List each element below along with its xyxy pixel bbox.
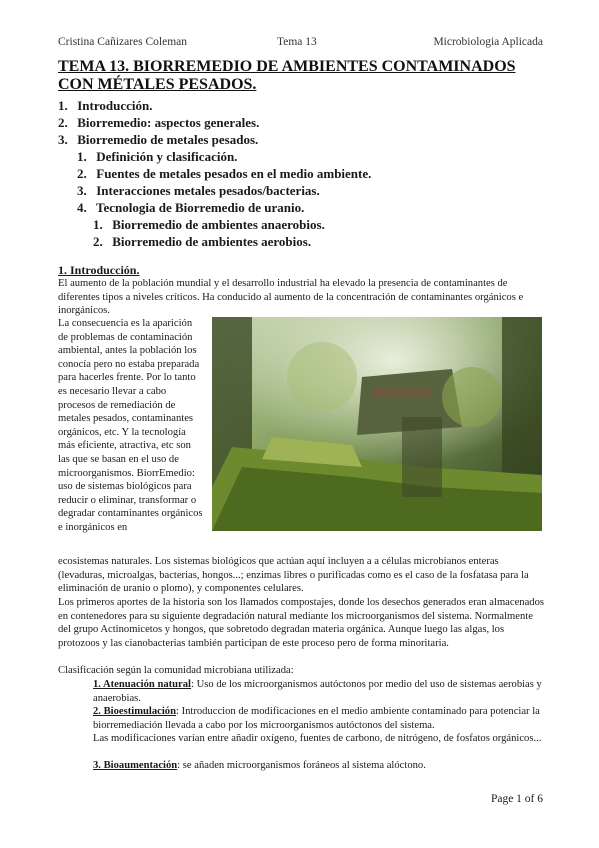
section-heading: 1. Introducción.: [58, 263, 140, 277]
mossy-ruins-photo: [212, 317, 542, 531]
toc-item: 1. Definición y clasificación.: [77, 149, 238, 164]
toc-level-3: [93, 216, 325, 250]
intro-paragraph: El aumento de la población mundial y el desarrollo industrial ha elevado la presencia de contaminantes de diferentes tipos a niveles críticos. Ha conducido al aumento de la concentración de contaminantes orgánicos e inorgánicos.: [58, 278, 524, 317]
toc-item: 2. Fuentes de metales pesados en el medio ambiente.: [77, 166, 372, 181]
toc-item: 1. Introducción.: [58, 98, 153, 113]
wrapped-paragraph: La consecuencia es la aparición de problemas de contaminación ambiental, antes la población los conocía pero no estaba preparada para hacerles frente. Por lo tanto es necesario llevar a cabo procesos de remediación de metales pesados, contaminantes orgánicos, etc. Y la tecnología más eficiente, atractiva, etc son las que se basan en el uso de microorganismos. BiorrEmedio: uso de sistemas biológicos para reducir o eliminar, transformar o degradar contaminantes orgánicos e inorgánicos en: [58, 318, 203, 533]
header-author: Cristina Cañizares Coleman: [58, 36, 188, 48]
toc-item: 2. Biorremedio de ambientes aerobios.: [93, 234, 312, 249]
continuation-paragraph: ecosistemas naturales. Los sistemas biológicos que actúan aquí incluyen a a células microbianos enteras (levaduras, microalgas, bacterias, hongos...; enzimas libres o purificadas como es el caso de la fosfatasa para la eliminación de uranio o plomo), y componentes celulares.: [58, 556, 529, 595]
toc-item: 3. Biorremedio de metales pesados.: [58, 132, 259, 147]
classification-item: 2. Bioestimulación: Introduccion de modificaciones en el medio ambiente contaminado para potenciar la biorremediación llevada a cabo por los microorganismos autóctonos del sistema.: [93, 706, 540, 731]
toc-level-1: [58, 97, 259, 148]
toc-item: 4. Tecnologia de Biorremedio de uranio.: [77, 200, 305, 215]
page-number: Page 1 of 6: [490, 793, 543, 805]
header-topic: Tema 13: [277, 36, 317, 48]
classification-item: 3. Bioaumentación: se añaden microorganismos foráneos al sistema alóctono.: [93, 760, 426, 771]
header-course: Microbiologia Aplicada: [433, 36, 543, 48]
classification-note: Las modificaciones varían entre añadir oxígeno, fuentes de carbono, de nitrógeno, de fosfatos orgánicos...: [93, 733, 542, 744]
history-paragraph: Los primeros aportes de la historia son los llamados compostajes, donde los desechos generados eran almacenados en contenedores para su siguiente degradación natural mediante los microorganismos del sistema. Normalmente del grupo Actinomicetos y hongos, que sobretodo degradan materia orgánica. Aunque luego las algas, los protozoos y las cianobacterias también participan de este proceso pero de forma minoritaria.: [58, 597, 545, 649]
toc-item: 3. Interacciones metales pesados/bacterias.: [77, 183, 320, 198]
toc-level-2: [77, 148, 371, 216]
classification-item: 1. Atenuación natural: Uso de los microorganismos autóctonos por medio del uso de sistemas aerobias y anaerobias.: [93, 679, 542, 704]
toc-item: 2. Biorremedio: aspectos generales.: [58, 115, 260, 130]
classification-intro: Clasificación según la comunidad microbiana utilizada:: [58, 665, 294, 676]
toc-item: 1. Biorremedio de ambientes anaerobios.: [93, 217, 325, 232]
document-title: TEMA 13. BIORREMEDIO DE AMBIENTES CONTAMINADOS CON MÉTALES PESADOS.: [58, 58, 516, 93]
